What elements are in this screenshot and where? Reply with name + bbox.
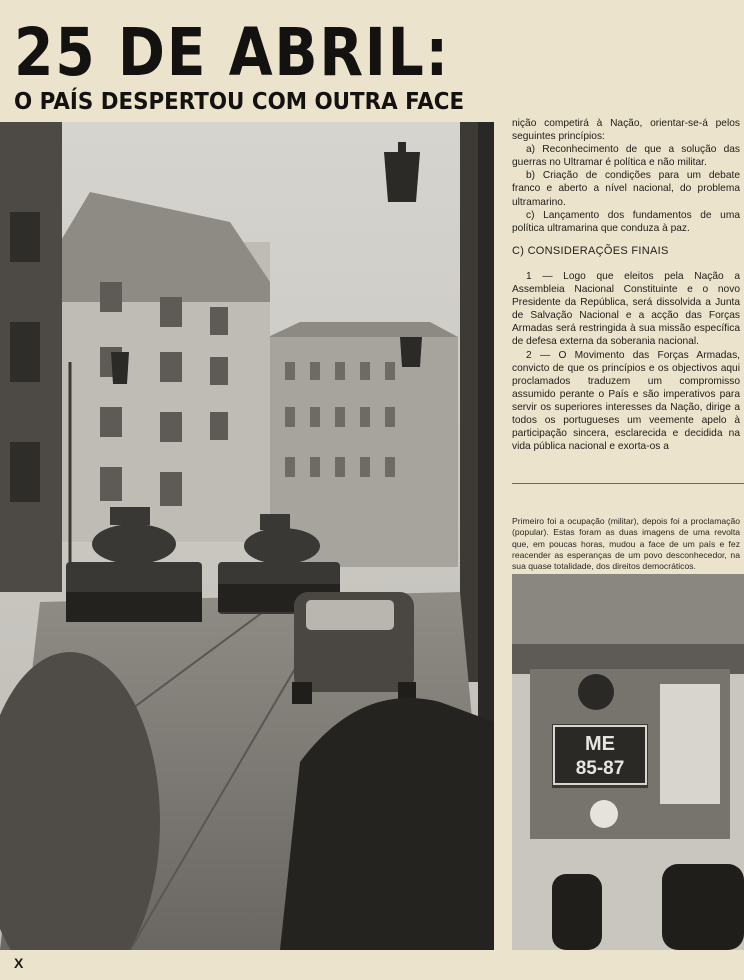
- article-paragraph: a) Reconhecimento de que a solução das guerras no Ultramar é política e não militar.: [512, 144, 740, 169]
- military-truck-photo: [512, 574, 744, 950]
- article-paragraph: 2 — O Movimento das Forças Armadas, convicto de que os princípios e os objectivos aqui proclamados traduzem um compromisso assumido perante o País e são imperativos para servir os superiores interesses da Nação, dirige a todos os portugueses um veemente apelo à participação sincera, esclarecida e decidida na vida pública nacional e exorta-os a: [512, 349, 740, 453]
- article-paragraph: b) Criação de condições para um debate franco e aberto a nível nacional, do problema ultramarino.: [512, 170, 740, 208]
- headline: 25 DE ABRIL:: [14, 14, 450, 91]
- article-paragraph: c) Lançamento dos fundamentos de uma política ultramarina que conduza à paz.: [512, 209, 740, 234]
- photo-caption: Primeiro foi a ocupação (militar), depois foi a proclamação (popular). Estas foram as duas imagens de uma revolta que, em poucas horas, mudou a face de um país e fez reacender as esperanças de um povo desconhecedor, na sua quase totalidade, dos direitos democráticos.: [512, 516, 740, 572]
- plate-letters: ME: [585, 733, 615, 755]
- subheadline: O PAÍS DESPERTOU COM OUTRA FACE: [14, 89, 465, 115]
- section-title: C) CONSIDERAÇÕES FINAIS: [512, 244, 669, 257]
- caption-divider: [512, 483, 744, 484]
- street-tanks-photo: [0, 122, 494, 950]
- article-paragraph: nição competirá à Nação, orientar-se-á pelos seguintes princípios:: [512, 118, 740, 143]
- article-column: [512, 117, 740, 453]
- plate-numbers: 85-87: [575, 758, 625, 779]
- license-plate: [554, 726, 646, 784]
- page-folio: X: [14, 955, 24, 971]
- article-paragraph: 1 — Logo que eleitos pela Nação a Assembleia Nacional Constituinte e o novo Presidente da República, será dissolvida a Junta de Salvação Nacional e a acção das Forças Armadas será restringida à sua missão específica de defesa externa da soberania nacional.: [512, 270, 740, 348]
